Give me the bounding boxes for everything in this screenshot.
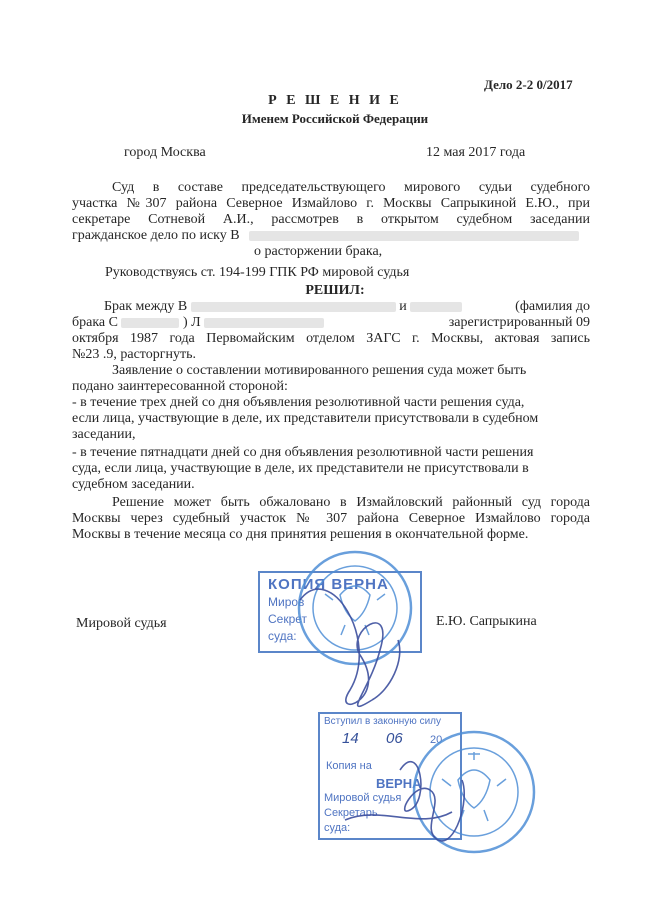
signer-title: Мировой судья — [76, 616, 167, 631]
text-line: октября 1987 года Первомайским отделом ЗАГС г. Москвы, актовая запись — [72, 331, 590, 346]
text-line: о расторжении брака, — [254, 244, 383, 259]
clerk-signature — [345, 762, 464, 841]
text-line: №23 .9, расторгнуть. — [72, 347, 196, 362]
stamp-line: Миров — [268, 595, 305, 609]
text-line: - в течение пятнадцати дней со дня объявления резолютивной части решения — [72, 445, 534, 460]
decision-city: город Москва — [124, 145, 206, 160]
text-line: Суд в составе председательствующего мирового судьи судебного — [112, 180, 590, 195]
text-line: суда, если лица, участвующие в деле, их представители не присутствовали в — [72, 461, 529, 476]
stamp-line: Копия на — [326, 760, 372, 772]
text-line: Решение может быть обжаловано в Измайловский районный суд города — [112, 495, 590, 510]
text-line: Москвы через судебный участок № 307 района Северное Измайлово города — [72, 511, 590, 526]
text-line: если лица, участвующие в деле, их представители присутствовали в судебном — [72, 411, 539, 426]
stamp-verified: ВЕРНА — [376, 776, 422, 791]
stamp-line: суда: — [324, 822, 351, 834]
text-fragment: брака С — [72, 315, 118, 330]
text-fragment: (фамилия до — [515, 299, 590, 314]
text-line: подано заинтересованной стороной: — [72, 379, 288, 394]
stamp-line: суда: — [268, 629, 297, 643]
decision-date: 12 мая 2017 года — [426, 145, 526, 160]
text-fragment: Брак между В — [104, 299, 188, 314]
stamp-line: Вступил в законную силу — [324, 716, 442, 727]
stamp-year: 20 — [430, 734, 443, 746]
text-fragment: гражданское дело по иску В — [72, 228, 240, 243]
stamp-line: Секретарь — [324, 807, 378, 819]
text-fragment: и — [399, 299, 407, 314]
text-line: секретаре Сотневой А.И., рассмотрев в открытом судебном заседании — [72, 212, 590, 227]
signer-name: Е.Ю. Сапрыкина — [436, 614, 537, 629]
document-title: Р Е Ш Е Н И Е — [268, 93, 402, 108]
text-line: заседании, — [72, 427, 136, 442]
stamp-line: Мировой судья — [324, 792, 402, 804]
stamp-header: КОПИЯ ВЕРНА — [268, 576, 389, 593]
text-line: участка №307 района Северное Измайлово г. Москвы Сапрыкиной Е.Ю., при — [72, 196, 590, 211]
stamp-day: 14 — [342, 730, 359, 747]
stamp-line: Секрет — [268, 612, 308, 626]
text-line: Москвы в течение месяца со дня принятия решения в окончательной форме. — [72, 527, 529, 542]
round-seal-upper — [299, 552, 411, 664]
text-fragment: ) Л — [182, 315, 201, 330]
stamp-month: 06 — [386, 730, 403, 747]
text-line: Заявление о составлении мотивированного решения суда может быть — [112, 363, 527, 378]
text-fragment: зарегистрированный 09 — [448, 315, 590, 330]
case-number: Дело 2-2 0/2017 — [484, 77, 573, 92]
text-line: - в течение трех дней со дня объявления резолютивной части решения суда, — [72, 395, 525, 410]
resolved-heading: РЕШИЛ: — [305, 283, 365, 298]
paragraph-guided-by: Руководствуясь ст. 194-199 ГПК РФ мировой судья — [105, 265, 410, 280]
document-subtitle: Именем Российской Федерации — [241, 111, 429, 126]
text-line: судебном заседании. — [72, 477, 195, 492]
